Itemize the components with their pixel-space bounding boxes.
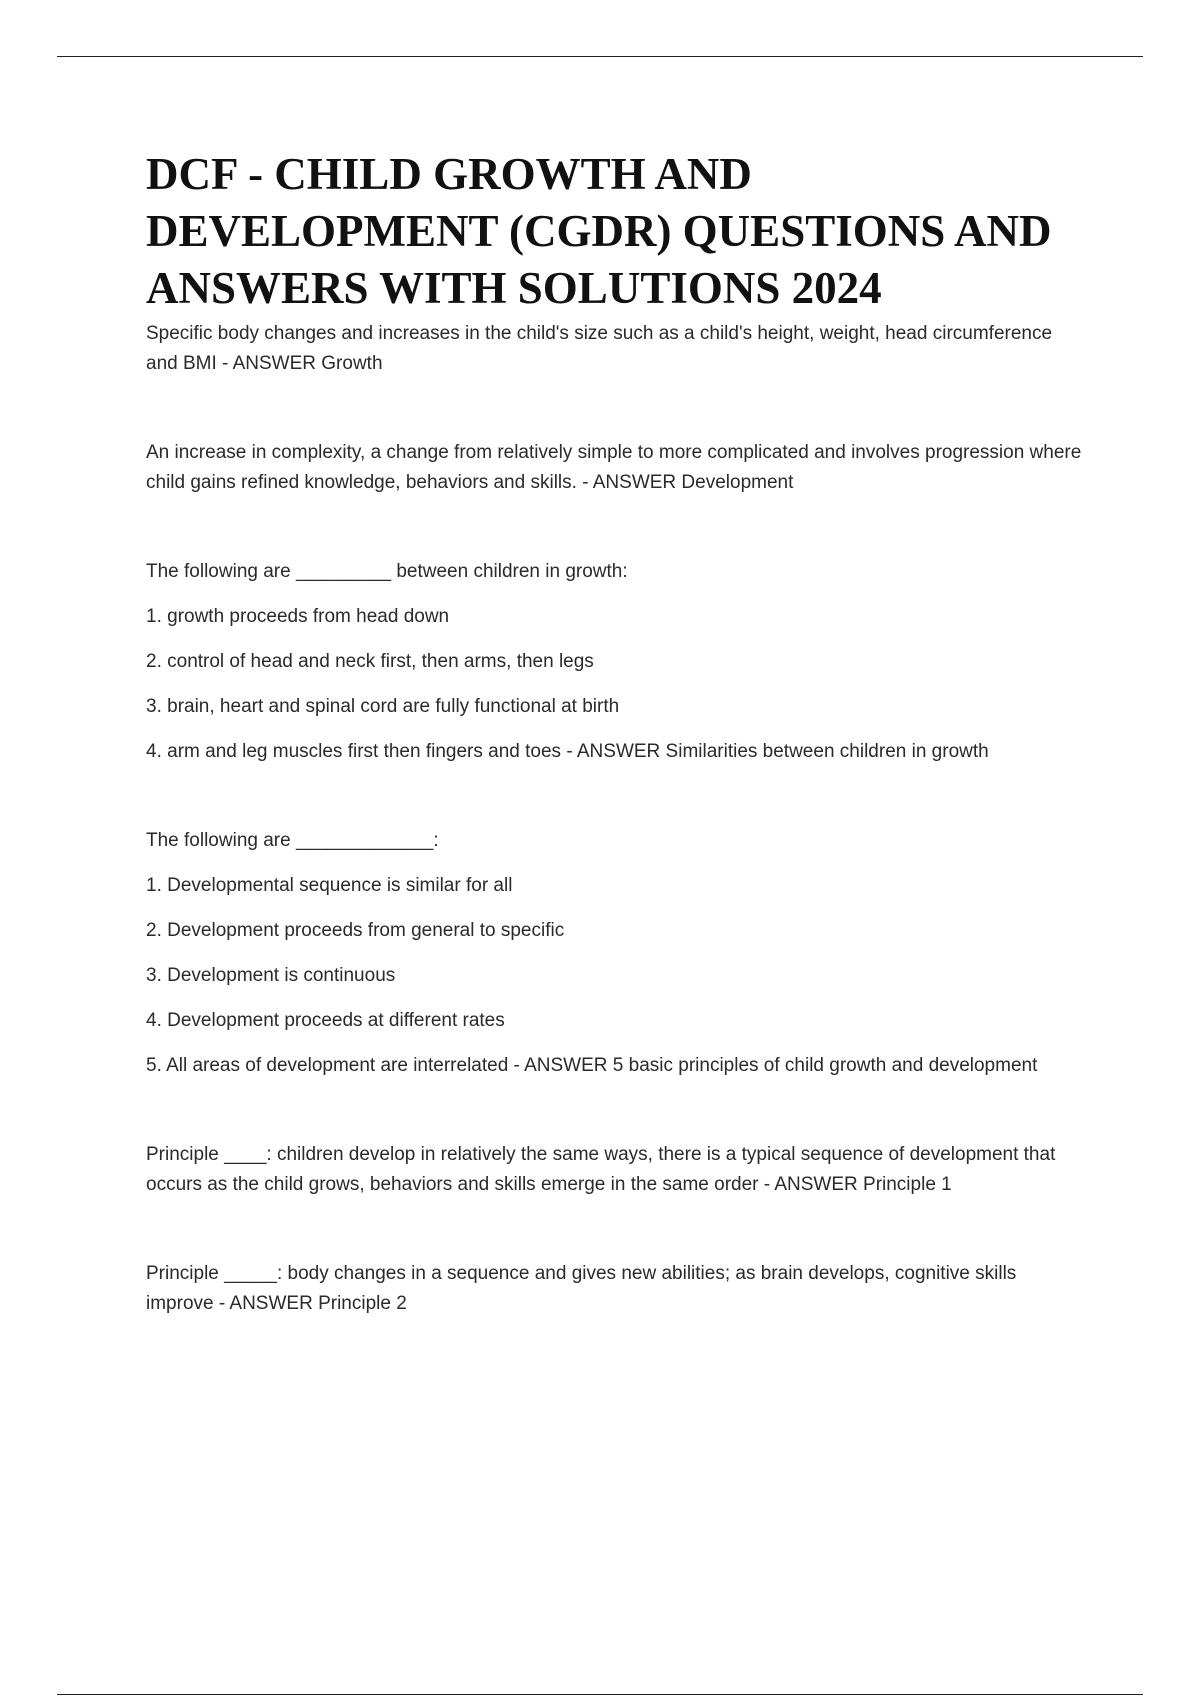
qa-line: 3. brain, heart and spinal cord are fully functional at birth: [146, 696, 620, 717]
qa-line: 1. Developmental sequence is similar for all: [146, 875, 513, 896]
qa-item: [146, 1140, 1086, 1200]
qa-line: 4. arm and leg muscles first then fingers and toes - ANSWER Similarities between children in growth: [146, 741, 989, 762]
bottom-rule: [57, 1694, 1143, 1695]
document-body: [146, 146, 1086, 1319]
qa-item: [146, 557, 1086, 767]
qa-line: 3. Development is continuous: [146, 965, 396, 986]
qa-line: 2. control of head and neck first, then arms, then legs: [146, 651, 594, 672]
qa-line: The following are _____________:: [146, 830, 439, 851]
document-title: DCF - CHILD GROWTH AND DEVELOPMENT (CGDR) QUESTIONS AND ANSWERS WITH SOLUTIONS 2024: [146, 149, 1052, 313]
qa-item: [146, 1259, 1086, 1319]
qa-line: Principle _____: body changes in a sequence and gives new abilities; as brain develops, cognitive skills improve - ANSWER Principle 2: [146, 1263, 1017, 1314]
qa-item: [146, 319, 1086, 379]
qa-line: An increase in complexity, a change from relatively simple to more complicated and involves progression where child gains refined knowledge, behaviors and skills. - ANSWER Development: [146, 442, 1082, 493]
qa-line: Specific body changes and increases in the child's size such as a child's height, weight, head circumference and BMI - ANSWER Growth: [146, 323, 1053, 374]
qa-item: [146, 438, 1086, 498]
qa-line: 2. Development proceeds from general to specific: [146, 920, 565, 941]
qa-item: [146, 826, 1086, 1081]
qa-line: 4. Development proceeds at different rates: [146, 1010, 505, 1031]
qa-line: Principle ____: children develop in relatively the same ways, there is a typical sequence of development that occurs as the child grows, behaviors and skills emerge in the same order - ANSWER Principle 1: [146, 1144, 1056, 1195]
top-rule: [57, 56, 1143, 57]
qa-line: 5. All areas of development are interrelated - ANSWER 5 basic principles of child growth and development: [146, 1055, 1038, 1076]
qa-line: 1. growth proceeds from head down: [146, 606, 450, 627]
qa-line: The following are _________ between children in growth:: [146, 561, 628, 582]
